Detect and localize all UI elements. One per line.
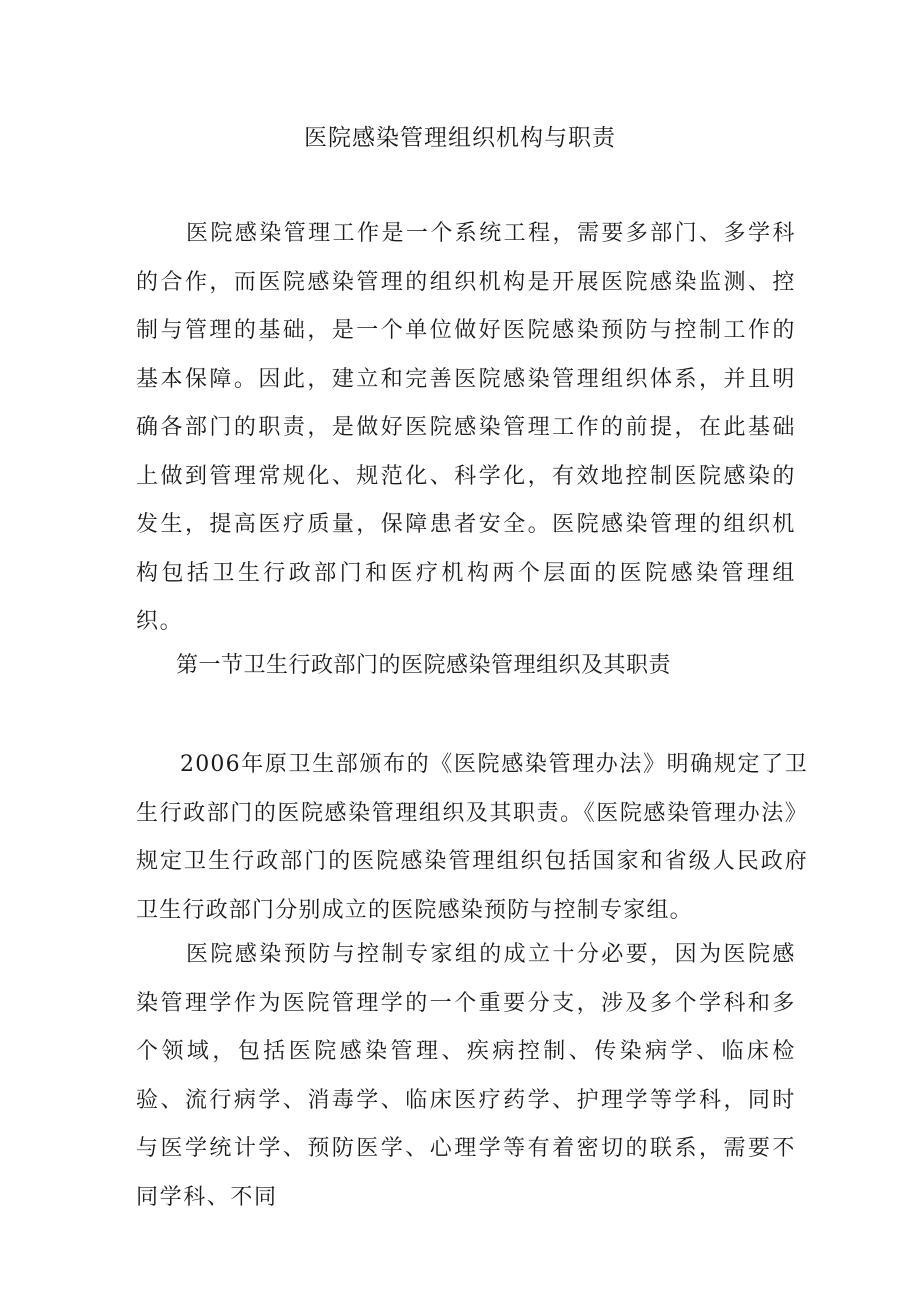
section-heading: 第一节卫生行政部门的医院感染管理组织及其职责: [176, 653, 672, 678]
intro-paragraph: 医院感染管理工作是一个系统工程，需要多部门、多学科的合作，而医院感染管理的组织机构是开展医院感染监测、控制与管理的基础，是一个单位做好医院感染预防与控制工作的基本保障。因此，建立和完善医院感染管理组织体系，并且明确各部门的职责，是做好医院感染管理工作的前提，在此基础上做到管理常规化、规范化、科学化，有效地控制医院感染的发生，提高医疗质量，保障患者安全。医院感染管理的组织机构包括卫生行政部门和医疗机构两个层面的医院感染管理组织。: [136, 221, 796, 634]
document-title: 医院感染管理组织机构与职责: [304, 125, 616, 151]
regulation-paragraph: 2006年原卫生部颁布的《医院感染管理办法》明确规定了卫生行政部门的医院感染管理组织及其职责。《医院感染管理办法》规定卫生行政部门的医院感染管理组织包括国家和省级人民政府卫生行政部门分别成立的医院感染预防与控制专家组。: [136, 752, 808, 923]
expert-group-paragraph: 医院感染预防与控制专家组的成立十分必要，因为医院感染管理学作为医院管理学的一个重要分支，涉及多个学科和多个领域，包括医院感染管理、疾病控制、传染病学、临床检验、流行病学、消毒学、临床医疗药学、护理学等学科，同时与医学统计学、预防医学、心理学等有着密切的联系，需要不同学科、不同: [136, 942, 796, 1210]
